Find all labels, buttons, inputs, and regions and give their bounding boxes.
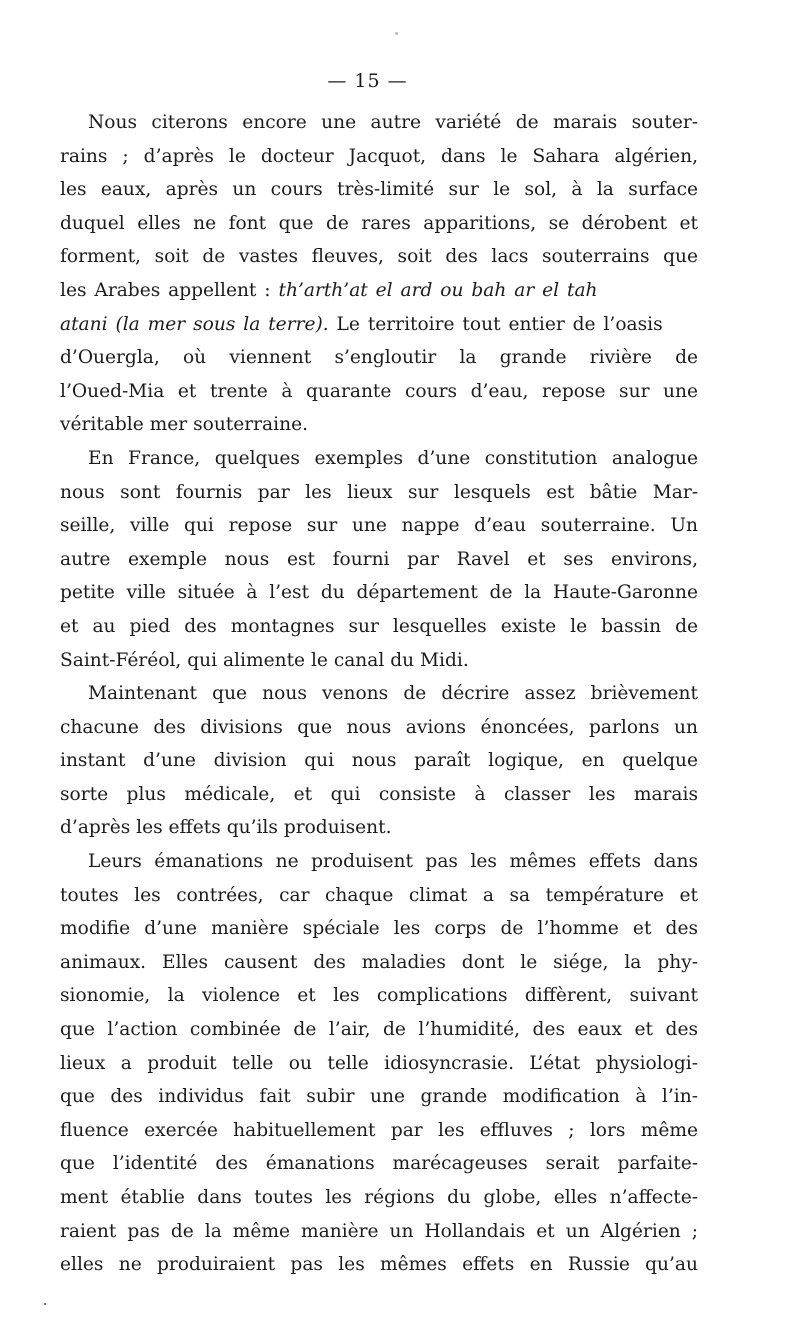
- text-line: En France, quelques exemples d’une constitution analogue: [88, 447, 698, 469]
- text-line: animaux. Elles causent des maladies dont le siége, la phy-: [60, 951, 698, 973]
- text-line: l’Oued-Mia et trente à quarante cours d’eau, repose sur une: [60, 380, 698, 402]
- text-line: que l’identité des émanations marécageuses serait parfaite-: [60, 1153, 698, 1175]
- paper-speck: [395, 32, 398, 35]
- body-text: [60, 106, 698, 1282]
- text-line: raient pas de la même manière un Hollandais et un Algérien ;: [60, 1220, 698, 1242]
- text-normal: les Arabes appellent :: [60, 279, 279, 301]
- text-line: sionomie, la violence et les complications diffèrent, suivant: [60, 985, 698, 1007]
- text-line: Maintenant que nous venons de décrire assez brièvement: [88, 683, 698, 705]
- text-line: autre exemple nous est fourni par Ravel et ses environs,: [60, 548, 698, 570]
- text-line: seille, ville qui repose sur une nappe d’eau souterraine. Un: [60, 515, 698, 537]
- text-line: nous sont fournis par les lieux sur lesquels est bâtie Mar-: [60, 481, 698, 503]
- text-normal: Le territoire tout entier de l’oasis: [328, 313, 663, 335]
- text-line: sorte plus médicale, et qui consiste à classer les marais: [60, 783, 698, 805]
- text-line: Leurs émanations ne produisent pas les mêmes effets dans: [88, 851, 698, 873]
- text-line: Saint-Féréol, qui alimente le canal du Midi.: [60, 649, 469, 671]
- text-line: duquel elles ne font que de rares apparitions, se dérobent et: [60, 212, 698, 234]
- text-line: rains ; d’après le docteur Jacquot, dans le Sahara algérien,: [60, 145, 698, 167]
- text-line: d’Ouergla, où viennent s’engloutir la grande rivière de: [60, 347, 698, 369]
- paper-speck: [44, 1303, 46, 1305]
- text-italic: atani (la mer sous la terre).: [60, 313, 329, 335]
- text-line: elles ne produiraient pas les mêmes effets en Russie qu’au: [60, 1254, 698, 1276]
- text-line: véritable mer souterraine.: [60, 414, 308, 436]
- text-line: Nous citerons encore une autre variété de marais souter-: [88, 112, 698, 133]
- text-line: lieux a produit telle ou telle idiosyncrasie. L’état physiologi-: [60, 1052, 698, 1074]
- text-line: modifie d’une manière spéciale les corps de l’homme et des: [60, 918, 698, 940]
- text-line: chacune des divisions que nous avions énoncées, parlons un: [60, 716, 698, 738]
- text-line: petite ville située à l’est du département de la Haute-Garonne: [60, 582, 698, 604]
- text-line: d’après les effets qu’ils produisent.: [60, 817, 392, 839]
- text-line-7: [60, 308, 698, 342]
- page-number: — 15 —: [327, 70, 408, 92]
- text-line: instant d’une division qui nous paraît logique, en quelque: [60, 750, 698, 772]
- text-line: toutes les contrées, car chaque climat a sa température et: [60, 884, 698, 906]
- text-italic: th’arth’at el ard ou bah ar el tah: [278, 279, 598, 301]
- text-line: que l’action combinée de l’air, de l’humidité, des eaux et des: [60, 1019, 698, 1041]
- lines-group-1: [60, 106, 698, 274]
- lines-group-2: [60, 341, 698, 1282]
- text-line: ment établie dans toutes les régions du globe, elles n’affecte-: [60, 1187, 698, 1208]
- text-line: les eaux, après un cours très-limité sur le sol, à la surface: [60, 179, 698, 201]
- text-line: que des individus fait subir une grande modification à l’in-: [60, 1086, 698, 1108]
- text-line: et au pied des montagnes sur lesquelles existe le bassin de: [60, 615, 698, 637]
- text-line: forment, soit de vastes fleuves, soit des lacs souterrains que: [60, 246, 698, 268]
- text-line-6: [60, 274, 698, 308]
- text-line: fluence exercée habituellement par les effluves ; lors même: [60, 1119, 698, 1141]
